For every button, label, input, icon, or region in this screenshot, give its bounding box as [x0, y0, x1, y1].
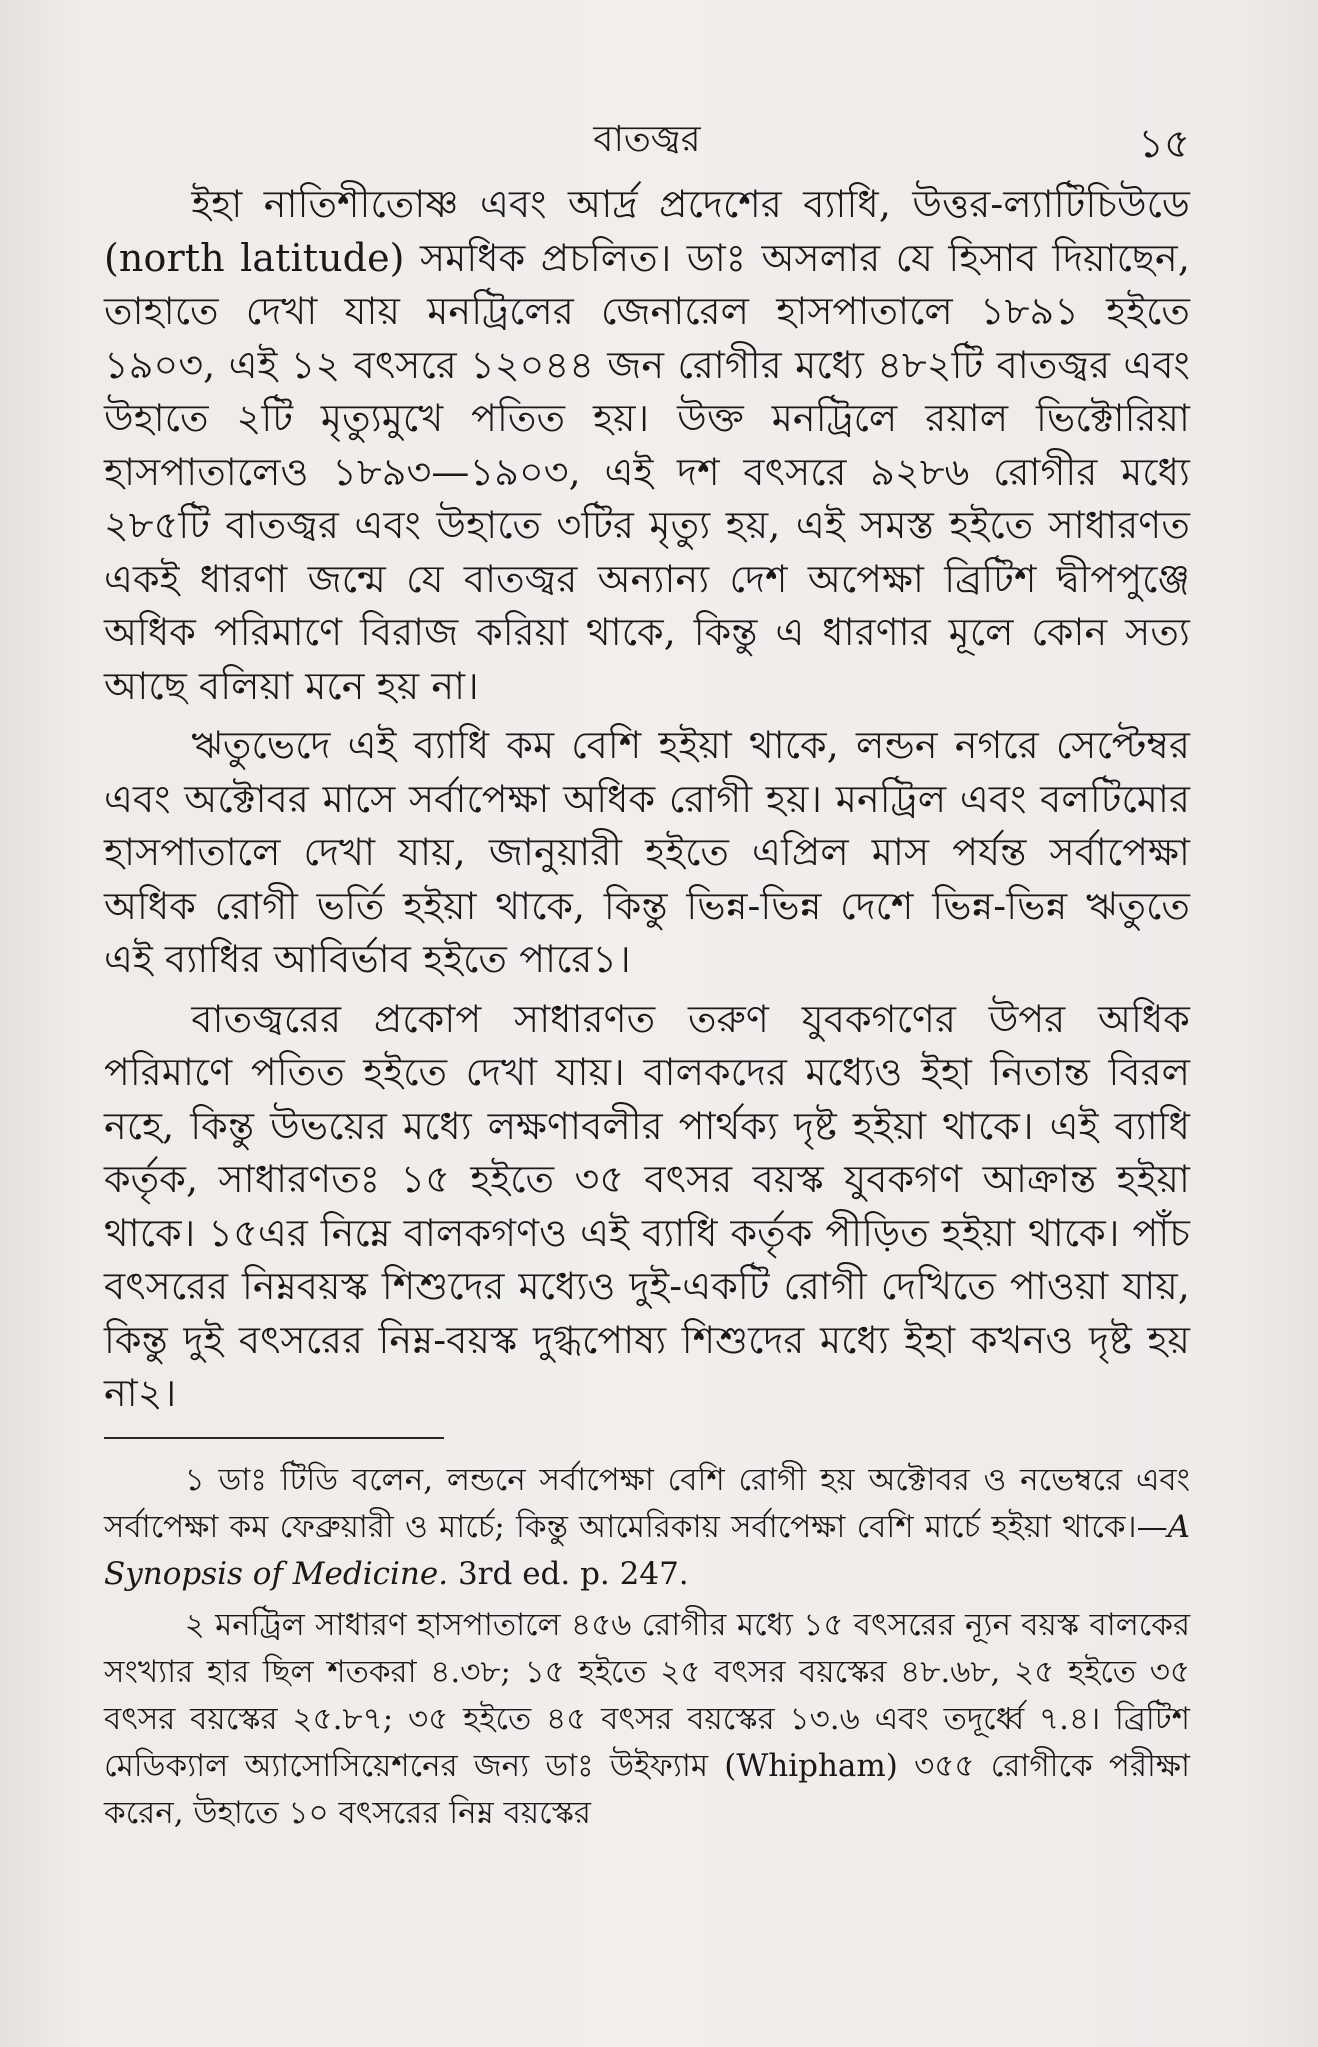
footnotes — [104, 1457, 1190, 1837]
body-text — [104, 178, 1190, 1421]
paragraph: ঋতুভেদে এই ব্যাধি কম বেশি হইয়া থাকে, লন্ডন নগরে সেপ্টেম্বর এবং অক্টোবর মাসে সর্বাপেক্ষা অধিক রোগী হয়। মনট্রিল এবং বলটিমোর হাসপাতালে দেখা যায়, জানুয়ারী হইতে এপ্রিল মাস পর্যন্ত সর্বাপেক্ষা অধিক রোগী ভর্তি হইয়া থাকে, কিন্তু ভিন্ন-ভিন্ন দেশে ভিন্ন-ভিন্ন ঋতুতে এই ব্যাধির আবির্ভাব হইতে পারে১। — [104, 723, 1190, 981]
footnote-1-edition: 3rd ed. p. 247. — [448, 1555, 689, 1592]
chapter-title: বাতজ্বর — [593, 119, 701, 160]
footnote-1-citation: A Synopsis of Medicine. — [104, 1508, 1190, 1592]
footnote-divider — [104, 1437, 444, 1439]
running-head — [104, 112, 1190, 168]
footnote-2: ২ মনট্রিল সাধারণ হাসপাতালে ৪৫৬ রোগীর মধ্যে ১৫ বৎসরের ন্যূন বয়স্ক বালকের সংখ্যার হার ছিল শতকরা ৪.৩৮; ১৫ হইতে ২৫ বৎসর বয়স্কের ৪৮.৬৮, ২৫ হইতে ৩৫ বৎসর বয়স্কের ২৫.৮৭; ৩৫ হইতে ৪৫ বৎসর বয়স্কের ১৩.৬ এবং তদূর্ধ্বে ৭.৪। ব্রিটিশ মেডিক্যাল অ্যাসোসিয়েশনের জন্য ডাঃ উইফ্যাম (Whipham) ৩৫৫ রোগীকে পরীক্ষা করেন, উহাতে ১০ বৎসরের নিম্ন বয়স্কের — [104, 1606, 1190, 1831]
page-number: ১৫ — [1138, 121, 1190, 167]
footnote-1 — [104, 1457, 1190, 1598]
paragraph: ইহা নাতিশীতোষ্ণ এবং আর্দ্র প্রদেশের ব্যাধি, উত্তর-ল্যাটিচিউডে (north latitude) সমধিক প্রচলিত। ডাঃ অসলার যে হিসাব দিয়াছেন, তাহাতে দেখা যায় মনট্রিলের জেনারেল হাসপাতালে ১৮৯১ হইতে ১৯০৩, এই ১২ বৎসরে ১২০৪৪ জন রোগীর মধ্যে ৪৮২টি বাতজ্বর এবং উহাতে ২টি মৃত্যুমুখে পতিত হয়। উক্ত মনট্রিলে রয়াল ভিক্টোরিয়া হাসপাতালেও ১৮৯৩—১৯০৩, এই দশ বৎসরে ৯২৮৬ রোগীর মধ্যে ২৮৫টি বাতজ্বর এবং উহাতে ৩টির মৃত্যু হয়, এই সমস্ত হইতে সাধারণত একই ধারণা জন্মে যে বাতজ্বর অন্যান্য দেশ অপেক্ষা ব্রিটিশ দ্বীপপুঞ্জে অধিক পরিমাণে বিরাজ করিয়া থাকে, কিন্তু এ ধারণার মূলে কোন সত্য আছে বলিয়া মনে হয় না। — [104, 182, 1190, 708]
footnote-1-text: ১ ডাঃ টিডি বলেন, লন্ডনে সর্বাপেক্ষা বেশি রোগী হয় অক্টোবর ও নভেম্বরে এবং সর্বাপেক্ষা কম ফেব্রুয়ারী ও মার্চে; কিন্তু আমেরিকায় সর্বাপেক্ষা বেশি মার্চে হইয়া থাকে।— — [104, 1461, 1190, 1545]
paragraph: বাতজ্বরের প্রকোপ সাধারণত তরুণ যুবকগণের উপর অধিক পরিমাণে পতিত হইতে দেখা যায়। বালকদের মধ্যেও ইহা নিতান্ত বিরল নহে, কিন্তু উভয়ের মধ্যে লক্ষণাবলীর পার্থক্য দৃষ্ট হইয়া থাকে। এই ব্যাধি কর্তৃক, সাধারণতঃ ১৫ হইতে ৩৫ বৎসর বয়স্ক যুবকগণ আক্রান্ত হইয়া থাকে। ১৫এর নিম্নে বালকগণও এই ব্যাধি কর্তৃক পীড়িত হইয়া থাকে। পাঁচ বৎসরের নিম্নবয়স্ক শিশুদের মধ্যেও দুই-একটি রোগী দেখিতে পাওয়া যায়, কিন্তু দুই বৎসরের নিম্ন-বয়স্ক দুগ্ধপোষ্য শিশুদের মধ্যে ইহা কখনও দৃষ্ট হয় না২। — [104, 996, 1190, 1415]
